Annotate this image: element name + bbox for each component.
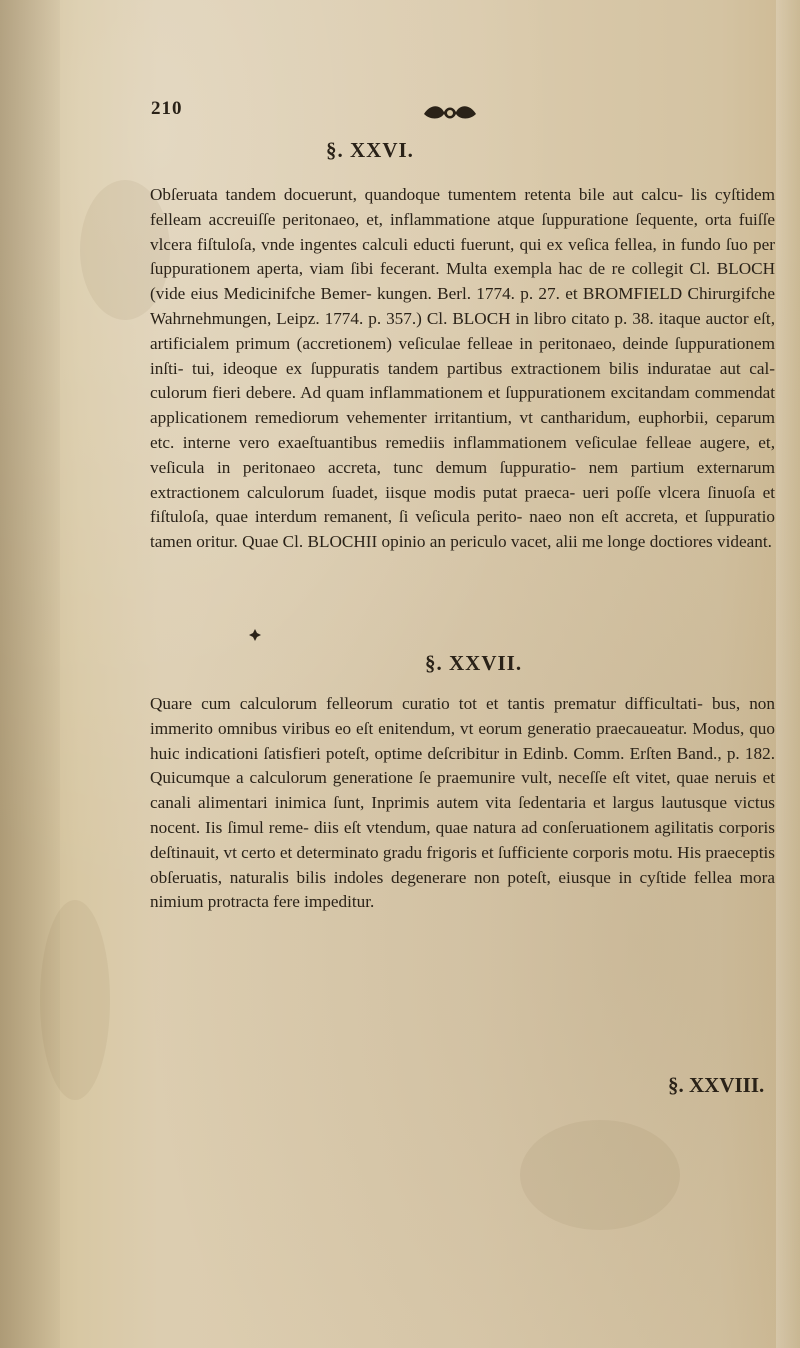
section-heading: §. XXVI.: [326, 138, 414, 162]
page-gutter-shadow: [0, 0, 60, 1348]
head-ornament-icon: [420, 102, 480, 124]
catchword: §. XXVIII.: [668, 1073, 765, 1097]
section-paragraph: Quare cum calculorum felleorum curatio tot et tantis prematur difficultati- bus, non immerito omnibus viribus eo eſt enitendum, vt eorum generatio praecaueatur. Modus, quo huic indicationi ſatisfieri poteſt, optime deſcribitur in Edinb. Comm. Erſten Band., p. 182. Quicumque a calculorum generatione ſe praemunire vult, neceſſe eſt vitet, quae neruis et canali alimentari inimica ſunt, Inprimis autem vita ſedentaria et largus lautusque victus nocent. Iis ſimul reme- diis eſt vtendum, quae natura ad conſeruationem agilitatis corporis deſtinauit, vt certo et determinato gradu frigoris et ſufficiente corporis motu. His praeceptis obſeruatis, naturalis bilis indoles degenerare non poteſt, eiusque in cyſtide fellea mora nimium protracta fere impeditur.: [150, 694, 775, 912]
paper-stain: [520, 1120, 680, 1230]
paper-stain: [40, 900, 110, 1100]
fleuron-icon: [248, 628, 262, 642]
page-edge: [776, 0, 800, 1348]
section-heading: §. XXVII.: [425, 651, 523, 675]
page-number: 210: [151, 98, 183, 119]
section-paragraph: Obſeruata tandem docuerunt, quandoque tumentem retenta bile aut calcu- lis cyſtidem felleam accreuiſſe peritonaeo, et, inflammatione atque ſuppuratione ſequente, orta fuiſſe vlcera fiſtuloſa, vnde ingentes calculi educti fuerunt, qui ex veſica fellea, in fundo ſuo per ſuppurationem aperta, viam ſibi fecerant. Multa exempla hac de re collegit Cl. BLOCH (vide eius Medicinifche Bemer- kungen. Berl. 1774. p. 27. et BROMFIELD Chirurgifche Wahrnehmungen, Leipz. 1774. p. 357.) Cl. BLOCH in libro citato p. 38. itaque auctor eſt, artificialem primum (accretionem) veſiculae felleae in peritonaeo, deinde ſuppurationem inſti- tui, ideoque ex ſuppuratis tandem partibus extractionem bilis induratae aut cal- culorum fieri debere. Ad quam inflammationem et ſuppurationem excitandam commendat applicationem remediorum vehementer irritantium, vt cantharidum, euphorbii, ceparum etc. interne vero exaeſtuantibus remediis inflammationem veſiculae felleae augere, et, veſicula in peritonaeo accreta, tunc demum ſuppuratio- nem partium externarum extractionem calculorum ſuadet, iisque modis putat praeca- ueri poſſe vlcera ſinuoſa et fiſtuloſa, quae interdum remanent, ſi veſicula perito- naeo non eſt accreta, et ſuppuratio tamen oritur. Quae Cl. BLOCHII opinio an periculo vacet, alii me longe doctiores videant.: [150, 185, 775, 552]
